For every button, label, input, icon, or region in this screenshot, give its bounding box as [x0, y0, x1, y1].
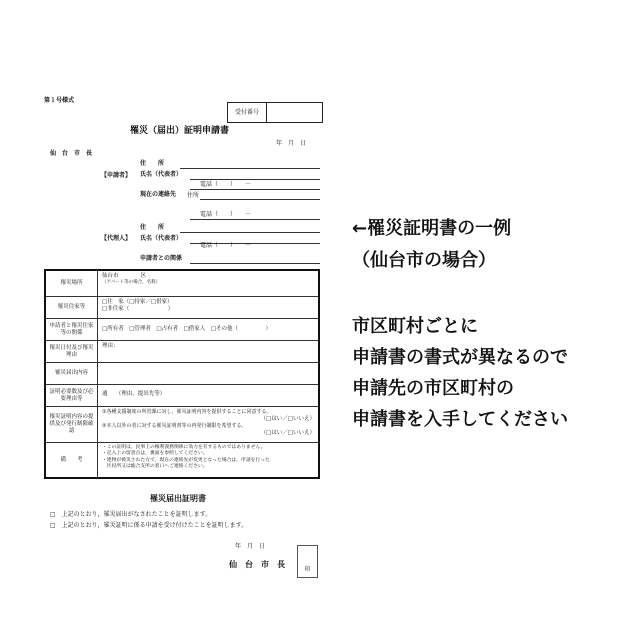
- current-contact-label: 現在の連絡先: [140, 191, 177, 198]
- table-row: [46, 271, 318, 297]
- row-label: 罹災場所: [46, 271, 98, 296]
- applicant-address-line: [180, 168, 320, 169]
- row-content: □所有者 □管理者 □占有者 □借家人 □その他（ ）: [102, 326, 271, 332]
- seal-label: 印: [304, 565, 311, 573]
- table-row: [46, 443, 318, 477]
- row-content: □住 家（□持家／□借家） □非住家（ ）: [102, 299, 174, 313]
- row-content: 通 （理由、提出先等）: [102, 391, 166, 397]
- agent-address-line: [180, 232, 320, 233]
- current-address-line: [200, 199, 320, 200]
- certificate-date: 年 月 日: [235, 543, 266, 550]
- row-label: 申請者と罹災住家等の関係: [46, 319, 98, 340]
- agent-address-label: 住 所: [140, 224, 165, 231]
- application-date: 年 月 日: [276, 140, 307, 147]
- certificate-title: 罹災届出証明書: [150, 494, 206, 503]
- table-row: [46, 297, 318, 319]
- relation-line: [190, 263, 320, 264]
- receipt-label: 受付番号: [228, 103, 267, 122]
- relation-label: 申請者との関係: [140, 255, 183, 262]
- applicant-phone-line: [190, 189, 320, 190]
- applicant-name-label: 氏名（代表者）: [140, 171, 183, 178]
- applicant-address-label: 住 所: [140, 160, 165, 167]
- agent-name-label: 氏名（代表者）: [140, 235, 183, 242]
- caption-line-2: （仙台市の場合）: [352, 250, 496, 271]
- addressee: 仙 台 市 長: [50, 150, 93, 157]
- agent-phone: 電話（ ） －: [200, 242, 252, 249]
- table-row: [46, 385, 318, 407]
- certificate-line: □ 上記のとおり，罹災届出がなされたことを証明します。: [50, 511, 212, 518]
- row-content: 仙台市 区 （アパート等の場合，名称）: [102, 273, 161, 286]
- note-line: 市区町村ごとに: [352, 316, 478, 337]
- current-phone: 電話（ ） －: [200, 211, 252, 218]
- applicant-label: 【申請者】: [101, 172, 132, 179]
- applicant-phone: 電話（ ） －: [200, 181, 252, 188]
- caption-line-1: ←罹災証明書の一例: [352, 218, 512, 239]
- row-label: 備 考: [46, 443, 98, 477]
- seal-box: [297, 545, 318, 578]
- form-number: 第１号様式: [44, 97, 75, 104]
- table-row: [46, 319, 318, 341]
- row-label: 罹災日付及び罹災理由: [46, 341, 98, 362]
- note-line: 申請先の市区町村の: [352, 378, 514, 399]
- note-line: 申請書の書式が異なるので: [352, 347, 568, 368]
- application-table: [44, 269, 320, 479]
- certificate-mayor: 仙 台 市 長: [229, 560, 285, 569]
- note-line: 申請書を入手してください: [352, 409, 568, 430]
- row-content: ①各種支援制度の所管課に対し，罹災証明内容を提供することに同意する。 （□はい／□いいえ） ②本人以外の者に対する罹災証明書等の再発行制限を希望する。 （□はい／□いいえ）: [102, 409, 315, 436]
- row-label: 罹災証明内容の提供及び発行制限確認: [46, 407, 98, 442]
- agent-label: 【代理人】: [101, 235, 132, 242]
- row-label: 罹災届出内容: [46, 363, 98, 384]
- form-title: 罹災（届出）証明申請書: [130, 126, 230, 136]
- row-content: 理由：: [102, 343, 119, 349]
- applicant-name-line: [190, 179, 320, 180]
- receipt-number-box: [227, 102, 323, 123]
- row-label: 罹災住家等: [46, 297, 98, 318]
- current-address-label: 住所: [187, 192, 200, 199]
- certificate-line: □ 上記のとおり，罹災証明に係る申請を受け付けたことを証明します。: [50, 522, 248, 529]
- table-row: [46, 341, 318, 363]
- row-content: ・この証明は，民事上の権利義務関係に効力を有するものではありません。 ・記入上の留意点は，裏面を参照してください。 ・建物が被災された方で，現在の連絡先が変更となった場合は，申請を行った 区役所又は総合支所の窓口へご連絡ください。: [102, 445, 270, 470]
- current-phone-line: [190, 219, 320, 220]
- table-row: [46, 407, 318, 443]
- row-label: 証明必要数及び必要理由等: [46, 385, 98, 406]
- table-row: [46, 363, 318, 385]
